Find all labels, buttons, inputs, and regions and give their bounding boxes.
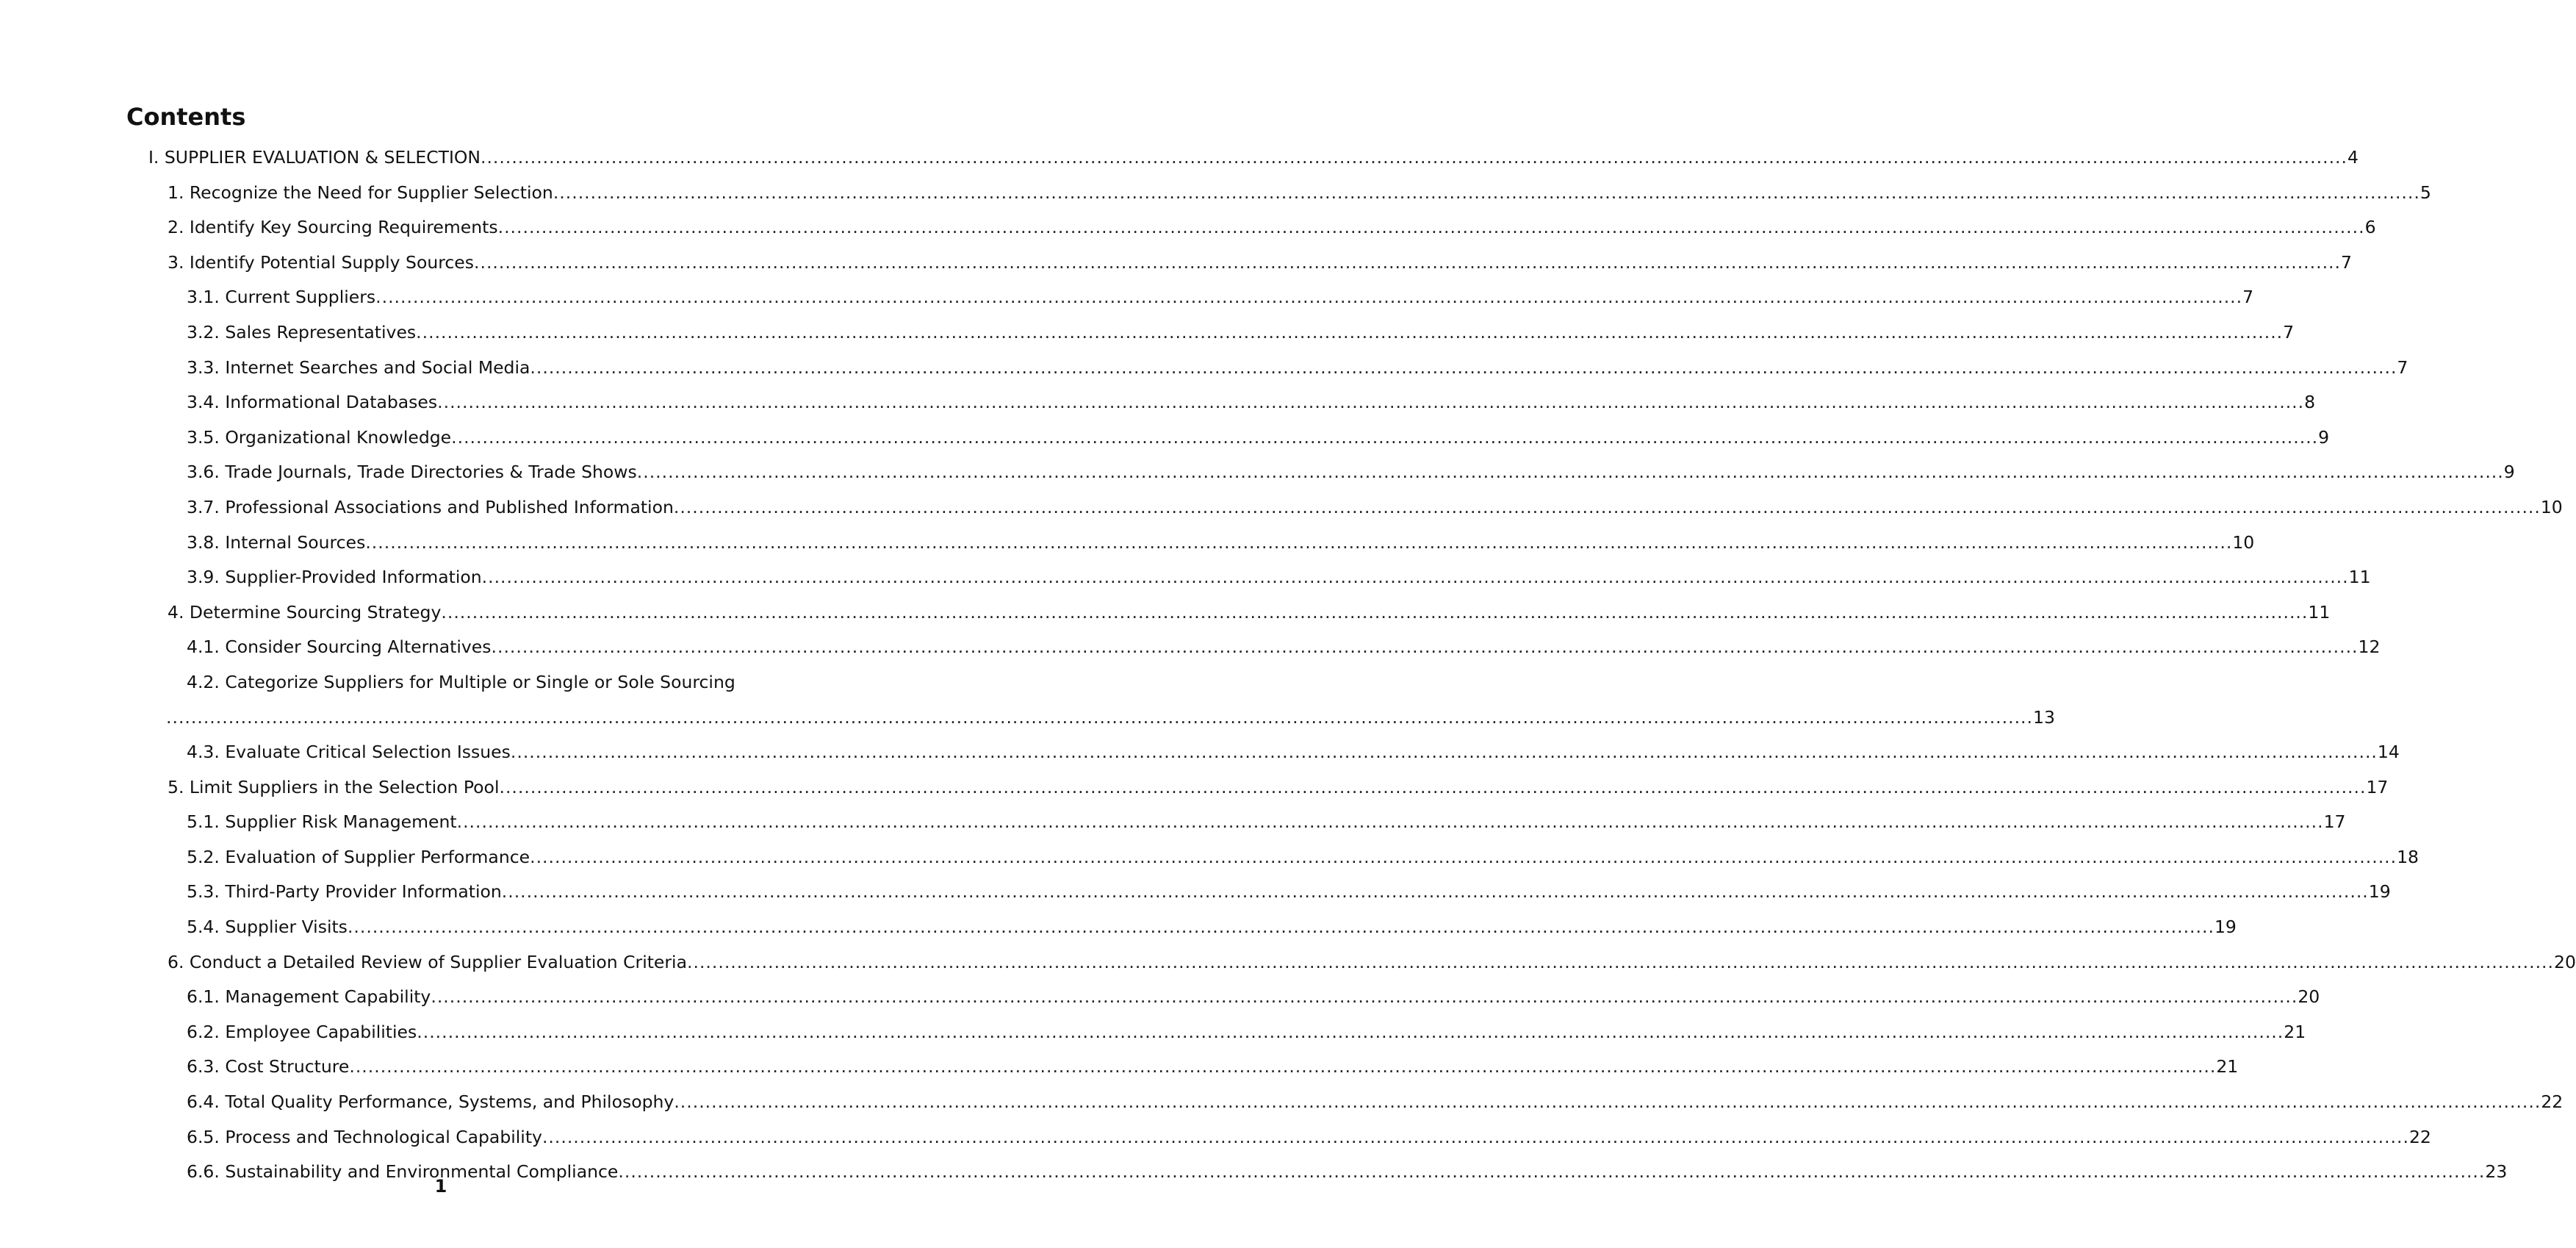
toc-entry[interactable] [0, 176, 2431, 211]
toc-dot-leader: ............................................................................................................................................................................................................................................................................................................ [365, 531, 2233, 553]
toc-entry-label: 3.1. Current Suppliers [187, 287, 376, 308]
toc-list [0, 140, 2576, 1190]
toc-dot-leader: ............................................................................................................................................................................................................................................................................................................ [673, 496, 2541, 517]
toc-dot-leader: ............................................................................................................................................................................................................................................................................................................ [417, 1021, 2284, 1042]
toc-title: Contents [126, 103, 246, 131]
toc-entry[interactable] [0, 1015, 2306, 1050]
toc-entry-page-number: 21 [2216, 1056, 2239, 1077]
toc-dot-leader: ............................................................................................................................................................................................................................................................................................................ [349, 1056, 2217, 1077]
toc-entry-page-number: 10 [2540, 496, 2563, 517]
toc-entry[interactable] [0, 210, 2376, 245]
toc-entry-label: 3.8. Internal Sources [187, 531, 366, 553]
toc-entry-page-number: 20 [2298, 986, 2320, 1008]
toc-entry-label: 6.6. Sustainability and Environmental Compliance [187, 1161, 619, 1183]
toc-entry-label: 4.2. Categorize Suppliers for Multiple or Single or Sole Sourcing [187, 671, 735, 692]
toc-entry-label: I. SUPPLIER EVALUATION & SELECTION [148, 147, 481, 168]
toc-entry-label: 2. Identify Key Sourcing Requirements [168, 217, 498, 238]
toc-dot-leader: ............................................................................................................................................................................................................................................................................................................ [542, 1126, 2409, 1147]
toc-entry-page-number: 9 [2503, 462, 2515, 483]
toc-entry[interactable] [0, 770, 2389, 806]
toc-entry-page-number: 4 [2347, 147, 2359, 168]
toc-entry[interactable] [0, 351, 2408, 386]
toc-dot-leader: ............................................................................................................................................................................................................................................................................................................ [530, 356, 2397, 378]
toc-entry-label: 4.3. Evaluate Critical Selection Issues [187, 742, 511, 763]
toc-entry-page-number: 7 [2242, 287, 2254, 308]
toc-dot-leader: ............................................................................................................................................................................................................................................................................................................ [437, 392, 2305, 413]
toc-entry-page-number: 9 [2318, 426, 2330, 448]
toc-dot-leader: ............................................................................................................................................................................................................................................................................................................ [674, 1091, 2541, 1113]
toc-entry-page-number: 22 [2541, 1091, 2564, 1113]
toc-entry-label: 3.9. Supplier-Provided Information [187, 567, 482, 588]
toc-entry[interactable] [0, 490, 2563, 526]
toc-entry-label: 6.2. Employee Capabilities [187, 1021, 417, 1042]
toc-entry[interactable] [0, 875, 2391, 910]
toc-dot-leader: ............................................................................................................................................................................................................................................................................................................ [431, 986, 2298, 1008]
toc-entry-label: 5. Limit Suppliers in the Selection Pool [168, 776, 500, 797]
toc-entry-label: 5.2. Evaluation of Supplier Performance [187, 846, 530, 867]
toc-entry-label: 3. Identify Potential Supply Sources [168, 251, 474, 273]
toc-entry-label: 3.3. Internet Searches and Social Media [187, 356, 530, 378]
toc-entry-label: 3.7. Professional Associations and Published Information [187, 496, 674, 517]
toc-entry[interactable] [0, 945, 2576, 980]
toc-entry-page-number: 17 [2323, 811, 2346, 833]
toc-dot-leader: ............................................................................................................................................................................................................................................................................................................ [347, 917, 2215, 938]
toc-dot-leader: ............................................................................................................................................................................................................................................................................................................ [510, 742, 2378, 763]
toc-entry-page-number: 22 [2408, 1126, 2431, 1147]
toc-entry[interactable] [0, 595, 2331, 631]
toc-entry[interactable] [0, 245, 2352, 281]
toc-dot-leader: ............................................................................................................................................................................................................................................................................................................ [687, 951, 2554, 972]
toc-dot-leader: ............................................................................................................................................................................................................................................................................................................ [480, 147, 2347, 168]
toc-entry-page-number: 17 [2366, 776, 2389, 797]
toc-entry-page-number: 7 [2341, 251, 2352, 273]
toc-entry-label: 6.4. Total Quality Performance, Systems, and Philosophy [187, 1091, 674, 1113]
toc-entry[interactable] [0, 140, 2359, 176]
toc-entry[interactable] [0, 630, 2381, 665]
toc-dot-leader: ............................................................................................................................................................................................................................................................................................................ [501, 881, 2369, 903]
toc-entry-label: 6.1. Management Capability [187, 986, 431, 1008]
toc-entry-page-number: 6 [2364, 217, 2376, 238]
toc-dot-leader: ............................................................................................................................................................................................................................................................................................................ [441, 601, 2309, 623]
toc-entry[interactable] [0, 280, 2254, 315]
toc-entry[interactable] [0, 315, 2295, 351]
toc-entry-label: 6.3. Cost Structure [187, 1056, 350, 1077]
toc-dot-leader: ............................................................................................................................................................................................................................................................................................................ [491, 636, 2359, 658]
toc-entry-label: 6.5. Process and Technological Capability [187, 1126, 542, 1147]
toc-entry[interactable] [0, 840, 2420, 875]
toc-entry-label: 3.4. Informational Databases [187, 392, 438, 413]
toc-entry-page-number: 10 [2232, 531, 2255, 553]
toc-entry-label: 4.1. Consider Sourcing Alternatives [187, 636, 492, 658]
toc-entry-page-number: 19 [2214, 917, 2237, 938]
toc-dot-leader: ............................................................................................................................................................................................................................................................................................................ [499, 776, 2367, 797]
toc-entry[interactable] [0, 735, 2400, 770]
toc-entry[interactable] [0, 805, 2346, 840]
toc-entry-label: 4. Determine Sourcing Strategy [168, 601, 442, 623]
toc-entry[interactable] [0, 526, 2255, 561]
toc-entry-page-number: 20 [2554, 951, 2576, 972]
toc-entry-page-number: 19 [2368, 881, 2391, 903]
toc-entry-label: 5.4. Supplier Visits [187, 917, 348, 938]
toc-entry-label: 5.1. Supplier Risk Management [187, 811, 457, 833]
toc-entry[interactable] [0, 1085, 2564, 1120]
toc-entry-page-number: 11 [2308, 601, 2331, 623]
toc-entry[interactable] [0, 560, 2371, 595]
toc-entry-page-number: 11 [2348, 567, 2371, 588]
toc-entry[interactable] [0, 1120, 2431, 1155]
toc-entry-label: 5.3. Third-Party Provider Information [187, 881, 502, 903]
toc-dot-leader: ............................................................................................................................................................................................................................................................................................................ [618, 1161, 2486, 1183]
toc-entry-page-number: 12 [2358, 636, 2381, 658]
toc-entry-page-number: 7 [2397, 356, 2408, 378]
toc-entry-label: 3.5. Organizational Knowledge [187, 426, 452, 448]
page-number: 1 [434, 1176, 447, 1197]
toc-dot-leader: ............................................................................................................................................................................................................................................................................................................ [553, 182, 2420, 203]
toc-dot-leader: ............................................................................................................................................................................................................................................................................................................ [481, 567, 2349, 588]
toc-entry[interactable] [0, 420, 2330, 456]
toc-dot-leader: ............................................................................................................................................................................................................................................................................................................ [530, 846, 2397, 867]
toc-dot-leader: ............................................................................................................................................................................................................................................................................................................ [416, 321, 2284, 343]
toc-dot-leader: ............................................................................................................................................................................................................................................................................................................ [375, 287, 2243, 308]
toc-entry[interactable] [0, 1050, 2239, 1085]
toc-dot-leader: ............................................................................................................................................................................................................................................................................................................ [474, 251, 2341, 273]
toc-entry-page-number: 14 [2377, 742, 2400, 763]
toc-dot-leader: ............................................................................................................................................................................................................................................................................................................ [636, 462, 2504, 483]
toc-entry-label: 1. Recognize the Need for Supplier Selection [168, 182, 553, 203]
toc-entry[interactable] [0, 980, 2320, 1015]
toc-entry[interactable] [0, 910, 2237, 945]
toc-dot-leader: ............................................................................................................................................................................................................................................................................................................ [166, 706, 2033, 728]
toc-entry-page-number: 5 [2420, 182, 2431, 203]
toc-entry-page-number: 18 [2397, 846, 2420, 867]
toc-entry-label: 6. Conduct a Detailed Review of Supplier Evaluation Criteria [168, 951, 687, 972]
toc-entry[interactable] [0, 455, 2515, 490]
toc-entry-page-number: 13 [2033, 706, 2055, 728]
toc-entry-page-number: 8 [2304, 392, 2316, 413]
toc-entry[interactable] [0, 385, 2316, 420]
toc-entry-label: 3.2. Sales Representatives [187, 321, 417, 343]
toc-entry-page-number: 21 [2284, 1021, 2306, 1042]
toc-entry-label: 3.6. Trade Journals, Trade Directories & Trade Shows [187, 462, 637, 483]
toc-entry-page-number: 23 [2485, 1161, 2508, 1183]
toc-entry-page-number: 7 [2283, 321, 2295, 343]
toc-dot-leader: ............................................................................................................................................................................................................................................................................................................ [497, 217, 2365, 238]
toc-dot-leader: ............................................................................................................................................................................................................................................................................................................ [456, 811, 2324, 833]
toc-entry[interactable] [0, 665, 2055, 735]
toc-dot-leader: ............................................................................................................................................................................................................................................................................................................ [451, 426, 2319, 448]
